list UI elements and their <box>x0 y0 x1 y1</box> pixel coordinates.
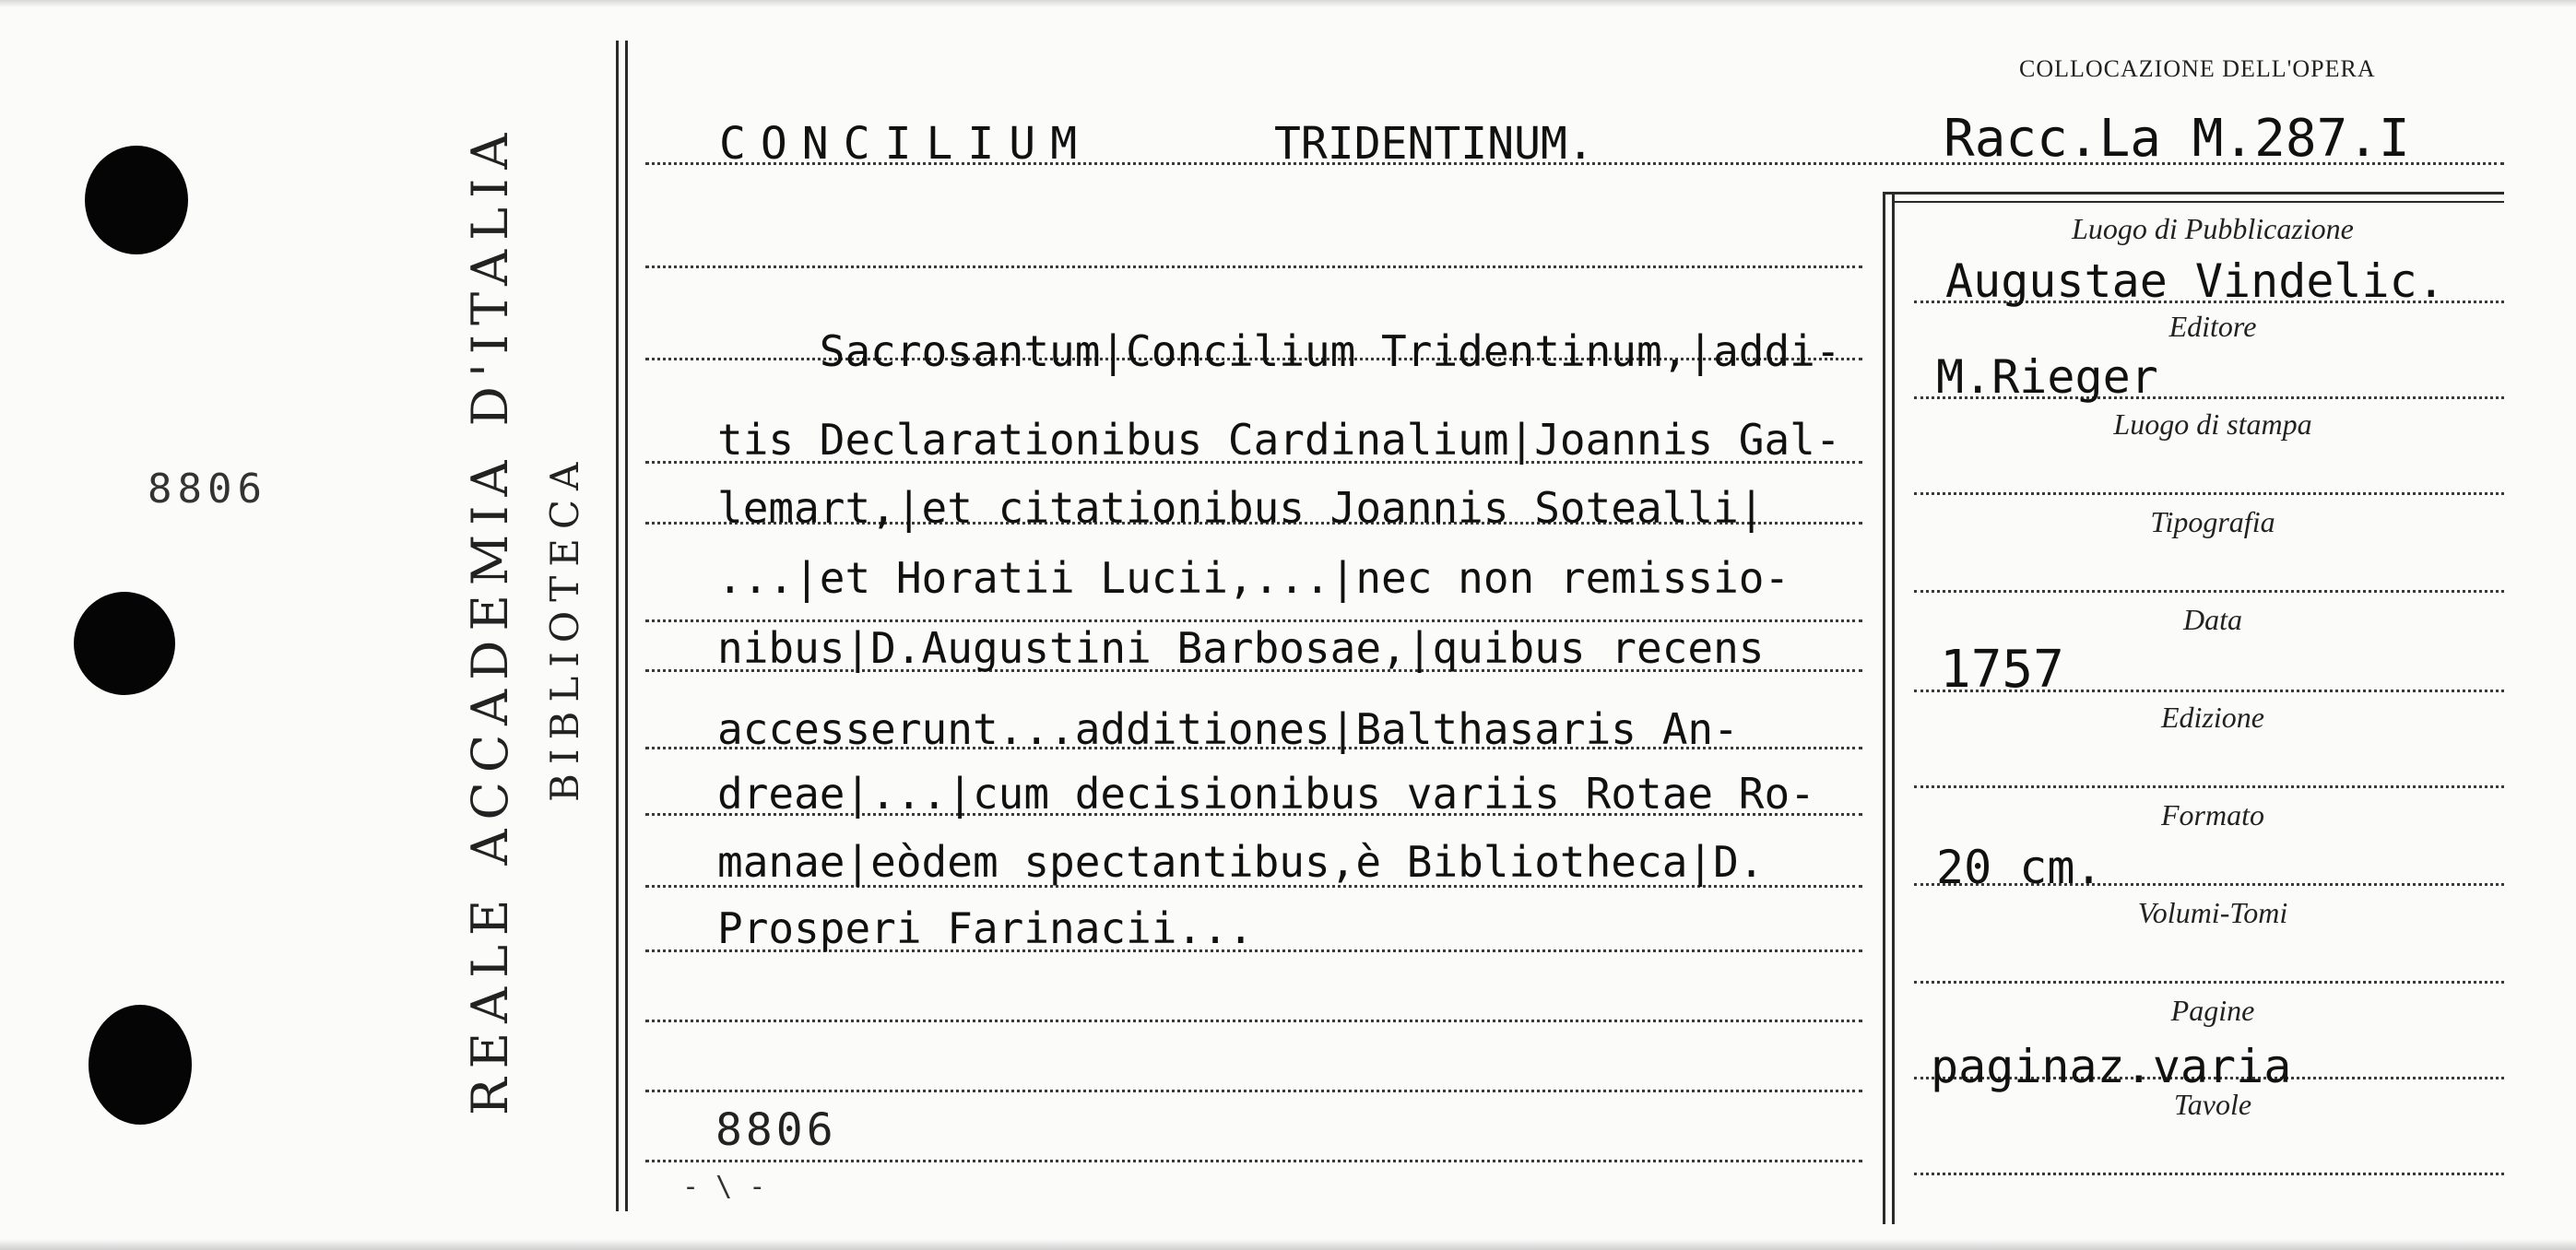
field-rule <box>1914 981 2504 984</box>
title-first-word: CONCILIUM <box>719 118 1093 170</box>
description-line: Sacrosantum|Concilium Tridentinum,|addi- <box>717 326 1841 376</box>
left-double-rule-a <box>616 41 619 1211</box>
institution-label: REALE ACCADEMIA D'ITALIA <box>461 124 519 1115</box>
punch-hole-bottom <box>89 1005 192 1125</box>
field-rule <box>1914 492 2504 495</box>
label-tipografia: Tipografia <box>2150 505 2275 538</box>
field-rule <box>1914 785 2504 788</box>
right-panel-top-rule-b <box>1892 201 2504 203</box>
title-second-word: TRIDENTINUM. <box>1274 118 1594 170</box>
punch-hole-top <box>85 146 188 254</box>
description-line: manae|eòdem spectantibus,è Bibliotheca|D. <box>717 837 1765 887</box>
label-formato: Formato <box>2161 798 2264 831</box>
right-double-rule-b <box>1892 192 1895 1224</box>
right-panel-top-rule-a <box>1883 192 2504 195</box>
field-rule <box>1914 590 2504 593</box>
description-line: nibus|D.Augustini Barbosae,|quibus recens <box>717 623 1765 673</box>
label-luogo-stampa: Luogo di stampa <box>2113 407 2312 441</box>
card-top-edge <box>0 0 2576 7</box>
label-edizione: Edizione <box>2161 701 2264 734</box>
inventory-number-bottom: 8806 <box>715 1104 837 1156</box>
value-data: 1757 <box>1940 640 2064 700</box>
rule-line <box>645 265 1862 268</box>
description-line: tis Declarationibus Cardinalium|Joannis Gal- <box>717 415 1841 465</box>
left-double-rule-b <box>625 41 628 1211</box>
description-line: accesserunt...additiones|Balthasaris An- <box>717 704 1739 754</box>
value-luogo-pubblicazione: Augustae Vindelic. <box>1945 254 2445 308</box>
rule-line <box>645 162 2504 165</box>
label-pagine: Pagine <box>2170 994 2255 1027</box>
value-pagine: paginaz.varia <box>1931 1040 2292 1093</box>
rule-line <box>645 1090 1862 1092</box>
label-tavole: Tavole <box>2173 1088 2252 1121</box>
rule-line <box>645 1160 1862 1162</box>
rule-line <box>645 619 1862 622</box>
description-line: ...|et Horatii Lucii,...|nec non remissio- <box>717 553 1790 603</box>
collocazione-heading: COLLOCAZIONE DELL'OPERA <box>2019 55 2376 82</box>
punch-hole-middle <box>74 592 175 695</box>
label-luogo-pubblicazione: Luogo di Pubblicazione <box>2072 212 2354 245</box>
inventory-number-left: 8806 <box>148 466 267 513</box>
label-volumi-tomi: Volumi-Tomi <box>2137 896 2288 929</box>
description-line: dreae|...|cum decisionibus variis Rotae Ro- <box>717 769 1815 819</box>
label-data: Data <box>2183 603 2242 636</box>
rule-line <box>645 1020 1862 1022</box>
description-line: lemart,|et citationibus Joannis Sotealli| <box>717 483 1765 533</box>
card-bottom-edge <box>0 1239 2576 1250</box>
field-rule <box>1914 1173 2504 1175</box>
bottom-mark: - \ - <box>682 1171 766 1203</box>
right-double-rule-a <box>1883 192 1885 1224</box>
label-editore: Editore <box>2168 310 2257 343</box>
description-line: Prosperi Farinacii... <box>717 903 1254 953</box>
library-label: BIBLIOTECA <box>542 453 587 802</box>
shelfmark: Racc.La M.287.I <box>1944 109 2410 169</box>
value-editore: M.Rieger <box>1936 350 2158 404</box>
value-formato: 20 cm. <box>1936 841 2103 894</box>
